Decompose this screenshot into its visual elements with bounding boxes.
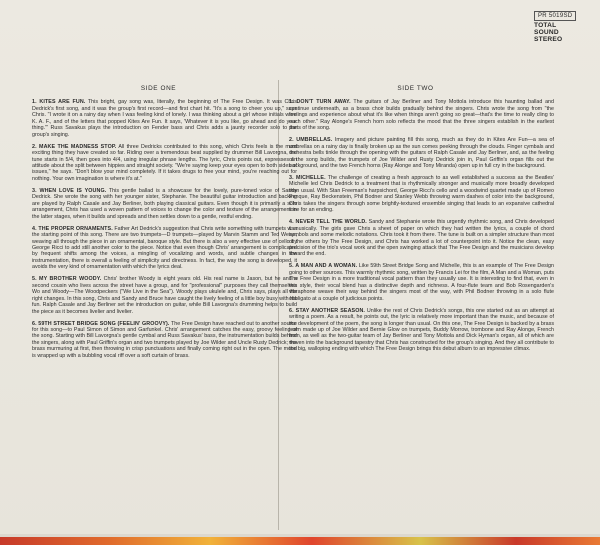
track-description: Father Art Dedrick's suggestion that Chris write something with trumpets was the starting point of this song. There are two trumpets—D trumpets—played by Marvin Stamm and Ted Weiss, weaving all through the piece in an ornamental, baroque style. But there is also a very effective use of cello by George Ricci to add still another color to the piece. Notice that even though Chris' arrangement is complicated by frequent shifts among the voices, a mingling of vocalizing and words, and subtle changes in the instrumentation, there is overall a feeling of simplicity and directness. In fact, the way the song is developed, it avoids the very kind of ornamentation with which the lyrics deal.: [32, 225, 297, 271]
track-description: The challenge of creating a fresh approach to as well established a success as the Beatles' Michelle led Chris Dedrick to a treatment that is rhythmically stronger and musically more broadly developed than usual. With Stan Freeman's harpsichord, George Ricci's cello and a woodwind quartet made up of Romeo Penque, Ray Beckenstein, Phil Bodner and Stanley Webb throwing warm dashes of color into the background, Chris takes the singers through some brightly-textured ensemble singing that leads to an expansive cathedral tone for an ending.: [289, 174, 554, 214]
track-title: 1. KITES ARE FUN.: [32, 99, 86, 106]
side-one-track-list: [32, 99, 297, 359]
track-description: Imagery and picture painting fill this song, much as they do in Kites Are Fun—a sea of umbrellas on a rainy day is finally broken up as the sun comes peeking through the clouds. Finger cymbals and orchestra bells tinkle through the opening with the guitars of Ralph Casale and Jay Berliner, and, as the feeling of the song builds, the trumpets of Joe Wilder and Rusty Dedrick join in, Paul Griffin's organ fills out the background, and the two French horns (Ray Alonge and Tony Miranda) open up in full cry in the background.: [289, 137, 554, 170]
stereo-line-1: TOTAL: [534, 22, 557, 29]
side-two-track-list: [289, 99, 554, 352]
track-note: [32, 226, 297, 271]
track-description: The guitars of Jay Berliner and Tony Mottola introduce this haunting ballad and continue underneath, as a brass choir builds gradually behind the singers. Chris wrote the song from "the feelings and experience about what it's like when things aren't going so great—that's the time to really cling to each other." Ray Alonge's French horn solo reflects the mood that the three singers establish in the earliest parts of the song.: [289, 99, 554, 132]
track-description: The Free Design have reached out to another source for this song—to Paul Simon of Simon and Garfunkel. Chris' arrangement catches the easy, groovy feeling of the song. Starting with Bill Lavorgna's gentle cymbal and Russ Savakus' bass, the instrumentation builds behind the singers, along with Paul Griffin's organ and two trumpets played by Joe Wilder and Uncle Rusty Dedrick; the brass murmuring at first, then throwing in crisp punctuations and finally coming right out in the open. The mood is wrapped up with a bubbling vocal riff over a soft curtain of brass.: [32, 320, 298, 359]
track-title: 3. MICHELLE.: [289, 174, 326, 181]
track-title: 5. A MAN AND A WOMAN.: [289, 263, 358, 270]
album-art-edge-strip: [0, 537, 600, 545]
stereo-line-2: SOUND: [534, 29, 559, 36]
total-sound-stereo-label: [534, 22, 562, 43]
track-description: This gentle ballad is a showcase for the lovely, pure-toned voice of Sandy Dedrick. She wrote the song with her younger sister, Stephanie. The beautiful guitar introduction and backing are played by Ralph Casale and Jay Berliner, both playing classical guitars. Even though it is primarily a solo arrangement, Chris has used a woven pattern of voices to change the color and texture of the arrangement in the latter stages, when it builds and spreads and then settles down to a gentle, restful ending.: [32, 187, 297, 220]
track-note: [289, 137, 554, 169]
track-title: 3. WHEN LOVE IS YOUNG.: [32, 187, 107, 194]
track-title: 4. NEVER TELL THE WORLD.: [289, 219, 367, 226]
track-description: Sandy and Stephanie wrote this urgently rhythmic song, and Chris developed it musically. The girls gave Chris a sheet of paper on which they had written the lyrics, a couple of chord symbols and some melodic notations. Chris took it from there. The tune is built on a simpler structure than most of the others by The Free Design, and Chris has worked a lot of counterpoint into it. Notice the clean, easy precision of the trio's vocal work and the open swinging attack that The Free Design and the musicians develop toward the end.: [289, 219, 554, 258]
track-description: Like 59th Street Bridge Song and Michelle, this is an example of The Free Design going to other sources. This warmly rhythmic song, written by Francis Lei for the film, A Man and a Woman, puts The Free Design in a more traditional vocal pattern than they usually use. It is interesting to find that, even in this style, their vocal blend has a distinctive depth and richness. A four-flute team and Bob Rosengarden's vibraphone weave their way behind the singers most of the way, with Phil Bodner throwing in a solo flute obbligato at a couple of judicious points.: [289, 263, 554, 302]
track-title: 1. DON'T TURN AWAY.: [289, 99, 351, 106]
track-note: [32, 99, 297, 138]
track-title: 2. MAKE THE MADNESS STOP.: [32, 143, 117, 150]
side-one-column: [32, 86, 297, 365]
side-one-heading: SIDE ONE: [140, 85, 177, 92]
track-title: 5. MY BROTHER WOODY.: [32, 276, 102, 283]
track-description: Unlike the rest of Chris Dedrick's songs, this one started out as an attempt at writing a poem. As a result, he points out, the lyric is relatively more important than the music, and because of the development of the poem, the song is longer than usual. On this one, The Free Design is backed by a brass team made up of Joe Wilder and Bernie Glow on trumpets, Buddy Morrow, trombone and Ray Alonge, French horn, as well as the two-guitar team of Jay Berliner and Tony Mottola and Dick Hyman's organ, all of which are woven into the background tapestry that Chris has constructed for the group's singing. And they all contribute to the big, walloping ending with which The Free Design brings this debut album to an impressive climax.: [289, 307, 554, 353]
track-note: [32, 321, 297, 360]
track-title: 6. STAY ANOTHER SEASON.: [289, 307, 365, 314]
track-note: [32, 144, 297, 183]
track-title: 6. 59TH STREET BRIDGE SONG (FEELIN' GROOVY).: [32, 320, 170, 327]
catalog-number: PR 5019SD: [534, 11, 576, 21]
side-two-heading: SIDE TWO: [397, 85, 434, 92]
track-note: [32, 188, 297, 220]
track-note: [289, 308, 554, 353]
track-note: [289, 263, 554, 302]
track-note: [289, 219, 554, 258]
stereo-line-3: STEREO: [534, 36, 563, 43]
track-description: This bright, gay song was, literally, the beginning of The Free Design. It was Chris Dedrick's first song, and it was the group's first record—and first chart hit. "It's a song to cheer you up," says Chris. "I wrote it on a rainy day when I was feeling kind of lonely. I was thinking about a girl whose initials were K. A. F., and of the letters that popped Kites Are Fun. It says, 'Whatever it is you like, go ahead and do your thing.'" Russ Savakus plays the introduction on Fender bass and Chris adds a jaunty recorder solo to the group's singing.: [32, 99, 297, 138]
side-two-column: [289, 86, 554, 358]
track-description: All three Dedricks contributed to this song, which Chris feels is the most exciting thing they have created so far. Riding over a tremendous beat supplied by drummer Bill Lavorgna, the tune starts in 5/4, then goes into 4/4, using irregular phrase lengths. The lyric, Chris points out, expresses an attitude about the split between hippies and straight society. "We're saying keep your eyes open to both sides of issues," he says. "Don't blow your mind completely. If it takes drugs to free your mind, you're reaching out for nothing. Your own imagination is where it's at.": [32, 143, 297, 182]
track-description: Chris' brother Woody is eight years old. His real name is Jason, but he and a second cousin who lives across the street have a group, and for "professional" purposes they call themselves Wo and Woody—The Woodpeckers ("We Live in the Sea"). Woody plays ukulele and, Chris says, plays all the right changes. In this song, Chris and Sandy and Bruce have caught the lively feeling of a little boy busy with his fun. Ralph Casale and Jay Berliner set the introduction on guitar, while Bill Lavorgna's drumming helps to build the piece as it becomes livelier and livelier.: [32, 276, 297, 315]
track-note: [32, 276, 297, 315]
track-note: [289, 99, 554, 131]
track-title: 2. UMBRELLAS.: [289, 137, 333, 144]
track-title: 4. THE PROPER ORNAMENTS.: [32, 225, 113, 232]
track-note: [289, 175, 554, 214]
